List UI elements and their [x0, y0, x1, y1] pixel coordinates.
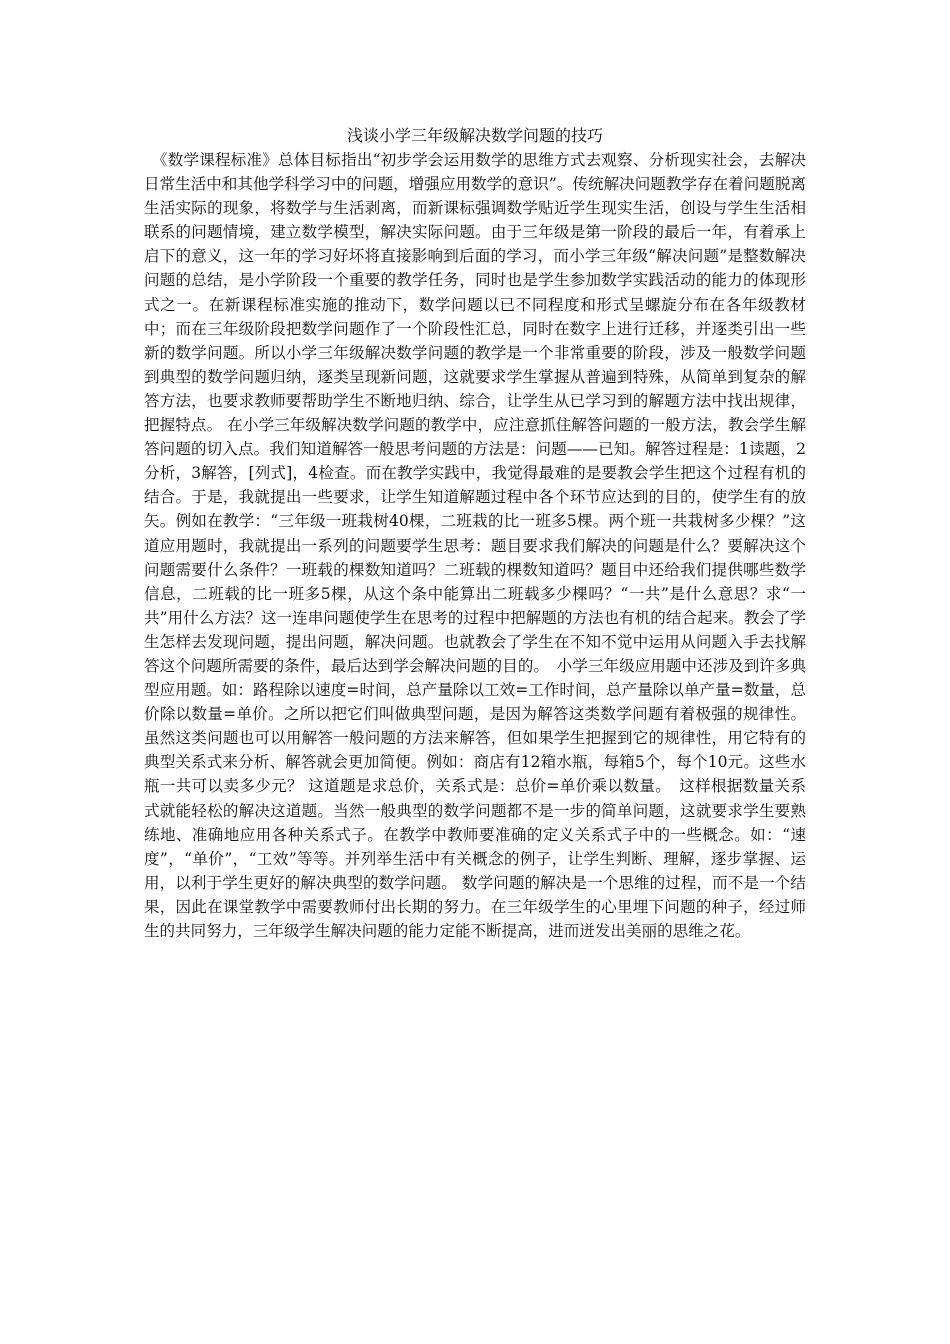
document-title: 浅谈小学三年级解决数学问题的技巧	[346, 126, 603, 145]
document-body: 《数学课程标准》总体目标指出“初步学会运用数学的思维方式去观察、分析现实社会，去解决日常生活中和其他学科学习中的问题，增强应用数学的意识”。传统解决问题教学存在着问题脱离生活实际的现象，将数学与生活剥离，而新课标强调数学贴近学生现实生活，创设与学生生活相联系的问题情境，建立数学模型，解决实际问题。由于三年级是第一阶段的最后一年，有着承上启下的意义，这一年的学习好坏将直接影响到后面的学习，而小学三年级“解决问题”是整数解决问题的总结，是小学阶段一个重要的教学任务，同时也是学生参加数学实践活动的能力的体现形式之一。在新课程标准实施的推动下，数学问题以已不同程度和形式呈螺旋分布在各年级教材中；而在三年级阶段把数学问题作了一个阶段性汇总，同时在数字上进行迁移，并逐类引出一些新的数学问题。所以小学三年级解决数学问题的教学是一个非常重要的阶段，涉及一般数学问题到典型的数学问题归纳，逐类呈现新问题，这就要求学生掌握从普遍到特殊，从简单到复杂的解答方法，也要求教师要帮助学生不断地归纳、综合，让学生从已学习到的解题方法中找出规律，把握特点。 在小学三年级解决数学问题的教学中，应注意抓住解答问题的一般方法，教会学生解答问题的切入点。我们知道解答一般思考问题的方法是：问题——已知。解答过程是：1读题，2分析，3解答，[列式]，4检查。而在教学实践中，我觉得最难的是要教会学生把这个过程有机的结合。于是，我就提出一些要求，让学生知道解题过程中各个环节应达到的目的，使学生有的放矢。例如在教学：“三年级一班栽树40棵，二班栽的比一班多5棵。两个班一共栽树多少棵？”这道应用题时，我就提出一系列的问题要学生思考：题目要求我们解决的问题是什么？要解决这个问题需要什么条件？一班载的棵数知道吗？二班载的棵数知道吗？题目中还给我们提供哪些数学信息，二班载的比一班多5棵，从这个条中能算出二班载多少棵吗？“一共”是什么意思？求“一共”用什么方法？这一连串问题使学生在思考的过程中把解题的方法也有机的结合起来。教会了学生怎样去发现问题，提出问题，解决问题。也就教会了学生在不知不觉中运用从问题入手去找解答这个问题所需要的条件，最后达到学会解决问题的目的。 小学三年级应用题中还涉及到许多典型应用题。如：路程除以速度=时间，总产量除以工效=工作时间，总产量除以单产量=数量，总价除以数量=单价。之所以把它们叫做典型问题，是因为解答这类数学问题有着极强的规律性。虽然这类问题也可以用解答一般问题的方法来解答，但如果学生把握到它的规律性，用它特有的典型关系式来分析、解答就会更加简便。例如：商店有12箱水瓶，每箱5个，每个10元。这些水瓶一共可以卖多少元？ 这道题是求总价，关系式是：总价=单价乘以数量。 这样根据数量关系式就能轻松的解决这道题。当然一般典型的数学问题都不是一步的简单问题，这就要求学生要熟练地、准确地应用各种关系式子。在教学中教师要准确的定义关系式子中的一些概念。如：“速度”，“单价”，“工效”等等。并列举生活中有关概念的例子，让学生判断、理解，逐步掌握、运用，以利于学生更好的解决典型的数学问题。 数学问题的解决是一个思维的过程，而不是一个结果，因此在课堂教学中需要教师付出长期的努力。在三年级学生的心里埋下问题的种子，经过师生的共同努力，三年级学生解决问题的能力定能不断提高，进而迸发出美丽的思维之花。	[144, 151, 806, 940]
document-content	[144, 124, 806, 943]
